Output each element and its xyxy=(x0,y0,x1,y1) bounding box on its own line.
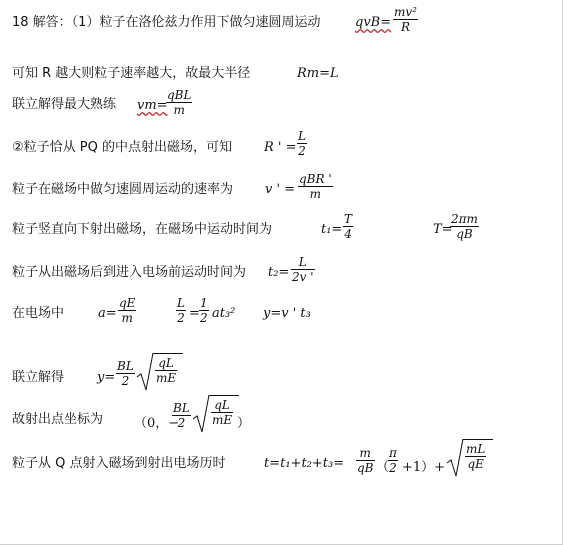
line-11-fraction xyxy=(356,446,375,475)
line-3-lhs: vm= xyxy=(137,98,168,113)
line-2-text: 可知 R 越大则粒子速率越大，故最大半径 xyxy=(12,66,251,81)
line-8-text: 在电场中 xyxy=(12,306,65,321)
line-10-rad-num: qL xyxy=(214,398,230,412)
line-2-eq: Rm=L xyxy=(297,66,339,81)
line-11-pi-num: π xyxy=(389,446,397,460)
line-11-radical xyxy=(446,438,494,478)
line-7-den: 2v ' xyxy=(292,270,314,284)
line-9-radical xyxy=(136,352,184,392)
line-11-pi-den: 2 xyxy=(389,461,397,475)
line-3-den: m xyxy=(166,102,192,117)
line-11-num: m xyxy=(359,446,371,460)
line-8-b-fraction-2 xyxy=(199,296,209,325)
line-11-lhs: t=t₁+t₂+t₃= xyxy=(264,456,345,471)
line-8-b-den-1: 2 xyxy=(177,311,185,325)
line-1-num: mv² xyxy=(394,5,417,19)
line-3-text: 联立解得最大熟练 xyxy=(12,97,117,112)
line-6-text: 粒子竖直向下射出磁场，在磁场中运动时间为 xyxy=(12,222,273,237)
sqrt-icon xyxy=(136,352,154,392)
line-5-text: 粒子在磁场中做匀速圆周运动的速率为 xyxy=(12,182,234,197)
line-8-b-den-2: 2 xyxy=(200,311,208,325)
line-6-lhs: t₁= xyxy=(321,222,343,237)
line-11-open: （ xyxy=(376,460,390,475)
line-8-b-num-1: L xyxy=(177,296,185,310)
line-11-pi-fraction xyxy=(388,446,398,475)
line-8-c: y=v ' t₃ xyxy=(263,306,311,321)
line-6-num: T xyxy=(344,212,353,226)
line-4-lhs: R ' = xyxy=(264,140,297,155)
line-8-a-fraction xyxy=(118,296,136,325)
line-7-lhs: t₂= xyxy=(268,265,290,280)
line-5-lhs: v ' = xyxy=(265,182,296,197)
line-11-den: qB xyxy=(357,461,374,475)
line-10-open: （0，− xyxy=(134,416,180,431)
line-9-fraction xyxy=(116,359,135,388)
line-9-lhs: y= xyxy=(97,370,116,385)
line-9-radical-fraction xyxy=(155,356,177,385)
line-10-close: ） xyxy=(237,416,251,431)
line-1-den: R xyxy=(393,19,418,34)
line-1-fraction xyxy=(393,5,418,34)
line-10-radical-fraction xyxy=(211,398,233,427)
line-10-text: 故射出点坐标为 xyxy=(12,412,104,427)
line-8-b-tail: at₃² xyxy=(212,306,236,321)
line-1-lhs: qvB= xyxy=(355,15,392,30)
line-4-num: L xyxy=(298,129,306,143)
line-8-a-den: m xyxy=(118,310,136,325)
line-9-num: BL xyxy=(117,359,134,373)
line-8-a-lhs: a= xyxy=(98,306,117,321)
line-9-rad-num: qL xyxy=(158,356,174,370)
sqrt-icon xyxy=(192,394,210,434)
line-6-den: 4 xyxy=(344,227,352,241)
line-5-num: qBR ' xyxy=(299,172,332,186)
line-9-den: 2 xyxy=(116,373,135,388)
line-8-b-fraction-1 xyxy=(176,296,186,325)
line-9-rad-den: mE xyxy=(156,371,177,385)
line-4-text: ②粒子恰从 PQ 的中点射出磁场，可知 xyxy=(12,140,232,155)
line-8-b-eq: = xyxy=(189,306,200,321)
line-5-den: m xyxy=(298,186,333,201)
line-7-text: 粒子从出磁场后到进入电场前运动时间为 xyxy=(12,265,247,280)
line-4-den: 2 xyxy=(298,144,306,158)
line-11-radical-fraction xyxy=(465,442,486,471)
line-7-num: L xyxy=(298,255,307,269)
line-6-rhs-fraction xyxy=(450,212,479,241)
line-4-fraction xyxy=(297,129,307,158)
line-6-fraction xyxy=(343,212,353,241)
line-10-rad-den: mE xyxy=(212,413,233,427)
line-10-num: BL xyxy=(173,401,190,415)
line-6-rhs-den: qB xyxy=(450,226,479,241)
line-11-plus1: +1）+ xyxy=(402,460,446,475)
line-11-rad-den: qE xyxy=(465,456,486,471)
line-11-rad-num: mL xyxy=(466,442,486,456)
line-3-fraction xyxy=(166,88,192,117)
line-8-b-num-2: 1 xyxy=(200,296,208,310)
line-6-rhs-lhs: T= xyxy=(433,222,453,237)
line-10-fraction xyxy=(172,401,191,430)
line-5-fraction xyxy=(298,172,333,201)
line-10-den: 2 xyxy=(172,415,191,430)
sqrt-icon xyxy=(446,438,464,478)
line-11-text: 粒子从 Q 点射入磁场到射出电场历时 xyxy=(12,456,226,471)
line-1-text: 18 解答：（1）粒子在洛伦兹力作用下做匀速圆周运动 xyxy=(12,15,321,30)
line-7-fraction xyxy=(291,255,315,284)
line-10-radical xyxy=(192,394,240,434)
line-8-a-num: qE xyxy=(119,296,136,310)
line-3-num: qBL xyxy=(167,88,192,102)
line-9-text: 联立解得 xyxy=(12,370,65,385)
line-6-rhs-num: 2πm xyxy=(451,212,478,226)
